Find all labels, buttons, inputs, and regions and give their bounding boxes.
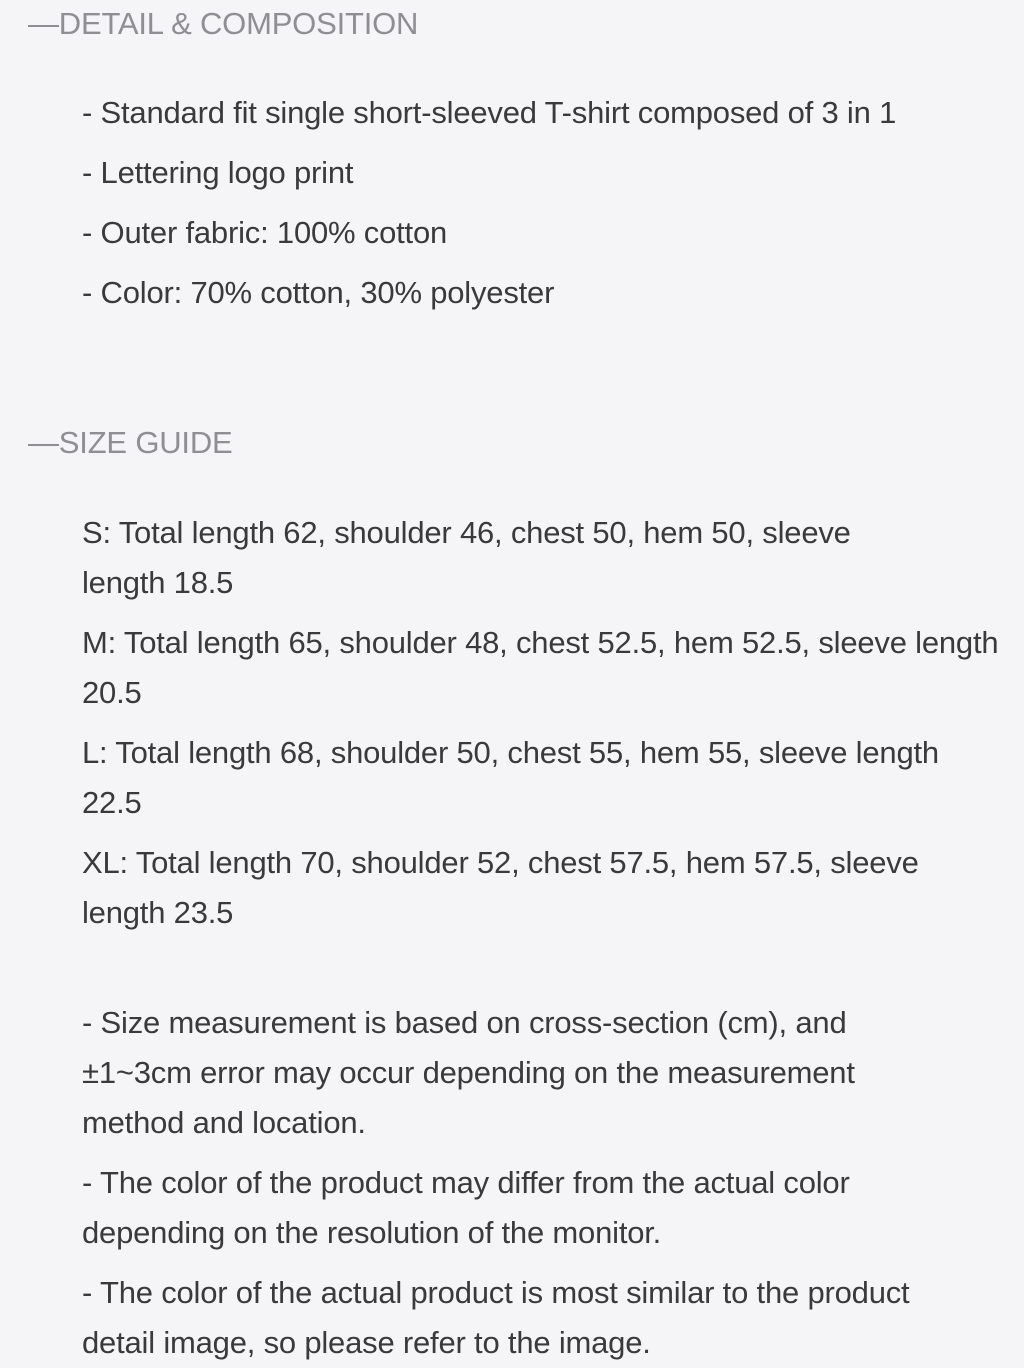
detail-item: - Standard fit single short-sleeved T-shirt composed of 3 in 1	[82, 95, 897, 130]
color-detail-image-note: - The color of the actual product is most similar to the product detail image, so please refer to the image.	[82, 1275, 910, 1360]
detail-composition-heading: —DETAIL & COMPOSITION	[28, 6, 419, 41]
size-spec-m: M: Total length 65, shoulder 48, chest 52.5, hem 52.5, sleeve length 20.5	[82, 625, 999, 710]
size-spec-s: S: Total length 62, shoulder 46, chest 50, hem 50, sleeve length 18.5	[82, 515, 851, 600]
color-monitor-note: - The color of the product may differ from the actual color depending on the resolution of the monitor.	[82, 1165, 850, 1250]
size-guide-heading: —SIZE GUIDE	[28, 425, 233, 460]
detail-item: - Outer fabric: 100% cotton	[82, 215, 448, 250]
size-spec-l: L: Total length 68, shoulder 50, chest 55, hem 55, sleeve length 22.5	[82, 735, 939, 820]
size-spec-xl: XL: Total length 70, shoulder 52, chest 57.5, hem 57.5, sleeve length 23.5	[82, 845, 919, 930]
detail-item: - Color: 70% cotton, 30% polyester	[82, 275, 555, 310]
detail-item: - Lettering logo print	[82, 155, 354, 190]
size-measurement-note: - Size measurement is based on cross-section (cm), and ±1~3cm error may occur depending on the measurement method and location.	[82, 1005, 855, 1140]
